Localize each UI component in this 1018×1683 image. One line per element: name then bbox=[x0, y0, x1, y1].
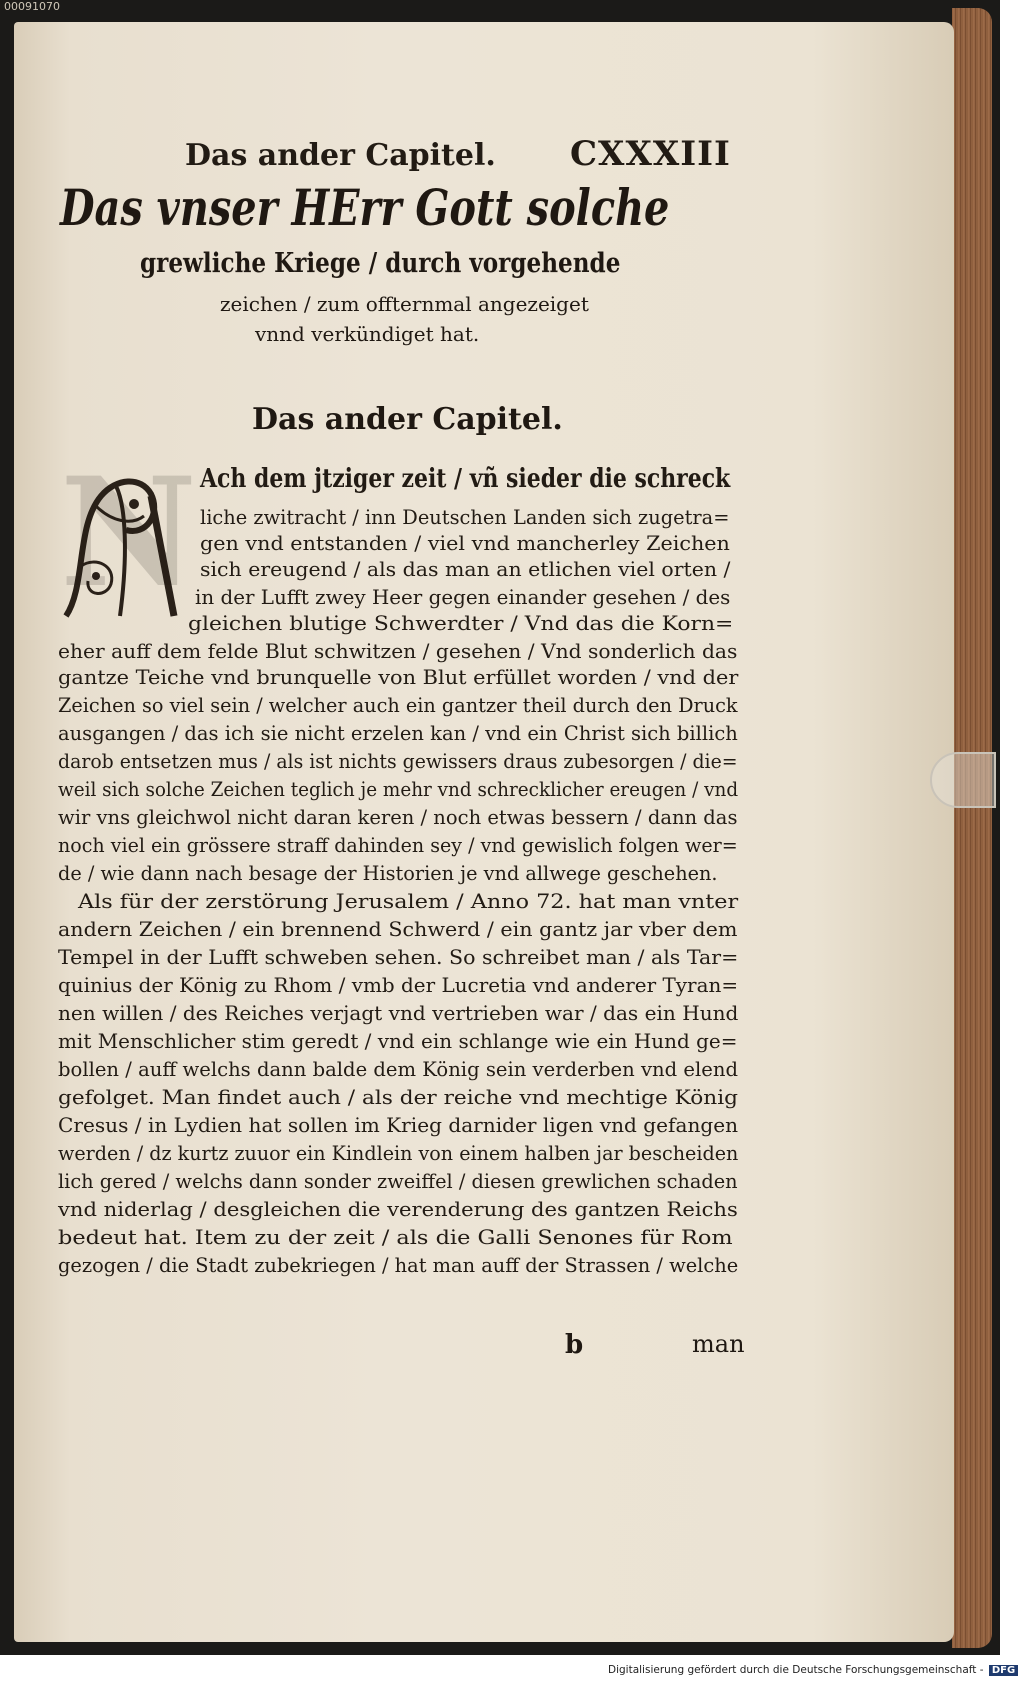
body-line: in der Lufft zwey Heer gegen einander gesehen / des bbox=[195, 586, 731, 609]
footer-text: Digitalisierung gefördert durch die Deutsche Forschungsgemeinschaft - bbox=[608, 1664, 984, 1676]
catchword: man bbox=[692, 1330, 745, 1358]
body-line: mit Menschlicher stim geredt / vnd ein schlange wie ein Hund ge= bbox=[58, 1030, 738, 1053]
body-line: Als für der zerstörung Jerusalem / Anno 72. hat man vnter bbox=[78, 890, 739, 913]
scan-id: 00091070 bbox=[4, 0, 60, 13]
title-line-2: grewliche Kriege / durch vorgehende bbox=[140, 248, 621, 279]
body-line: bollen / auff welchs dann balde dem König sein verderben vnd elend bbox=[58, 1058, 738, 1081]
body-line: werden / dz kurtz zuuor ein Kindlein von einem halben jar bescheiden bbox=[58, 1142, 739, 1165]
body-line: noch viel ein grössere straff dahinden sey / vnd gewislich folgen wer= bbox=[58, 834, 738, 857]
digitization-footer bbox=[608, 1664, 1018, 1676]
body-line: andern Zeichen / ein brennend Schwerd / ein gantz jar vber dem bbox=[58, 918, 738, 941]
book-fore-edge bbox=[952, 8, 992, 1648]
dfg-logo: DFG bbox=[989, 1665, 1018, 1676]
body-line: weil sich solche Zeichen teglich je mehr vnd schrecklicher ereugen / vnd bbox=[58, 778, 739, 801]
body-line: nen willen / des Reiches verjagt vnd vertrieben war / das ein Hund bbox=[58, 1002, 739, 1025]
body-line: gleichen blutige Schwerdter / Vnd das die Korn= bbox=[188, 612, 734, 635]
body-line: Zeichen so viel sein / welcher auch ein gantzer theil durch den Druck bbox=[58, 694, 738, 717]
signature-mark: b bbox=[565, 1330, 584, 1360]
body-line: gantze Teiche vnd brunquelle von Blut erfüllet worden / vnd der bbox=[58, 666, 739, 689]
body-line: de / wie dann nach besage der Historien je vnd allwege geschehen. bbox=[58, 862, 718, 885]
body-line: liche zwitracht / inn Deutschen Landen sich zugetra= bbox=[200, 506, 730, 529]
chapter-heading: Das ander Capitel. bbox=[252, 402, 563, 437]
folio-number: CXXXIII bbox=[570, 134, 731, 174]
title-line-1: Das vnser HErr Gott solche bbox=[60, 178, 670, 237]
body-line: quinius der König zu Rhom / vmb der Lucretia vnd anderer Tyran= bbox=[58, 974, 739, 997]
running-header: Das ander Capitel. bbox=[185, 138, 496, 173]
body-line: sich ereugend / als das man an etlichen viel orten / bbox=[200, 558, 731, 581]
body-line: Cresus / in Lydien hat sollen im Krieg darnider ligen vnd gefangen bbox=[58, 1114, 739, 1137]
body-line: Tempel in der Lufft schweben sehen. So schreibet man / als Tar= bbox=[58, 946, 739, 969]
body-line: vnd niderlag / desgleichen die verenderung des gantzen Reichs bbox=[58, 1198, 738, 1221]
body-line: eher auff dem felde Blut schwitzen / gesehen / Vnd sonderlich das bbox=[58, 640, 738, 663]
body-line: gefolget. Man findet auch / als der reiche vnd mechtige König bbox=[58, 1086, 738, 1109]
body-line: gen vnd entstanden / viel vnd mancherley Zeichen bbox=[200, 532, 730, 555]
body-line: bedeut hat. Item zu der zeit / als die Galli Senones für Rom bbox=[58, 1226, 733, 1249]
initial-letter: N bbox=[60, 445, 198, 621]
body-line: gezogen / die Stadt zubekriegen / hat man auff der Strassen / welche bbox=[58, 1254, 739, 1277]
body-line: lich gered / welchs dann sonder zweiffel / diesen grewlichen schaden bbox=[58, 1170, 738, 1193]
body-line: wir vns gleichwol nicht daran keren / noch etwas bessern / dann das bbox=[58, 806, 738, 829]
title-line-3: zeichen / zum offternmal angezeiget bbox=[220, 292, 589, 316]
body-line: Ach dem jtziger zeit / vñ sieder die schreck bbox=[200, 464, 731, 494]
page-tab-marker bbox=[930, 752, 996, 808]
body-line: darob entsetzen mus / als ist nichts gewissers draus zubesorgen / die= bbox=[58, 750, 738, 773]
body-line: ausgangen / das ich sie nicht erzelen kan / vnd ein Christ sich billich bbox=[58, 722, 738, 745]
title-line-4: vnnd verkündiget hat. bbox=[255, 322, 480, 346]
